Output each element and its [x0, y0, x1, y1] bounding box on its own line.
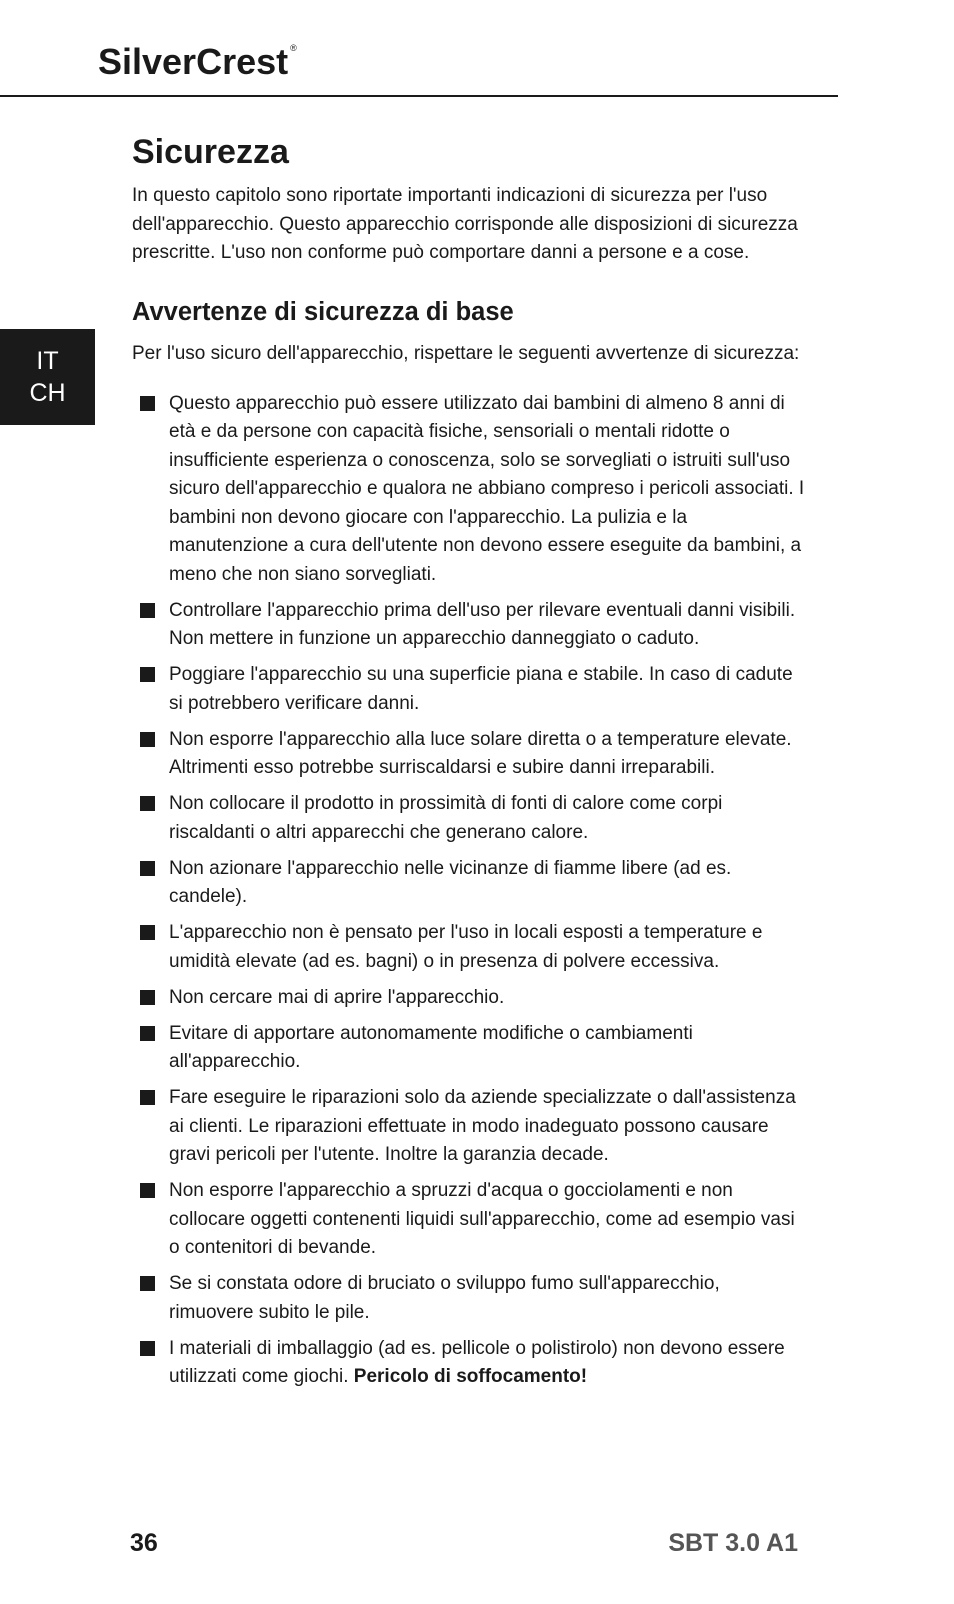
square-bullet-icon — [140, 796, 155, 811]
model-name: SBT 3.0 A1 — [668, 1529, 798, 1557]
safety-rule-item — [132, 790, 807, 847]
safety-rule-text: I materiali di imballaggio (ad es. pellicole o polistirolo) non devono essere utilizzati come giochi. — [169, 1337, 785, 1388]
safety-rule-text: Non azionare l'apparecchio nelle vicinanze di fiamme libere (ad es. candele). — [169, 857, 732, 908]
language-code-it: IT — [36, 347, 59, 375]
language-code-ch: CH — [29, 379, 66, 407]
square-bullet-icon — [140, 667, 155, 682]
brand-name: SilverCrest — [98, 41, 289, 82]
safety-rule-item — [132, 726, 807, 783]
square-bullet-icon — [140, 1183, 155, 1198]
safety-rule-item — [132, 919, 807, 976]
safety-rule-text: Poggiare l'apparecchio su una superficie piana e stabile. In caso di cadute si potrebbero verificare danni. — [169, 664, 793, 714]
safety-rule-item — [132, 984, 807, 1013]
safety-rule-text: Evitare di apportare autonomamente modifiche o cambiamenti all'apparecchio. — [169, 1022, 693, 1073]
square-bullet-icon — [140, 732, 155, 747]
safety-rule-item — [132, 1084, 807, 1170]
safety-rule-text: Non collocare il prodotto in prossimità di fonti di calore come corpi riscaldanti o altri apparecchi che generano calore. — [169, 793, 723, 843]
safety-rule-item — [132, 1177, 807, 1263]
safety-rule-item — [132, 1270, 807, 1327]
safety-rule-item — [132, 855, 807, 912]
page-content — [132, 128, 807, 1399]
brand-logo — [98, 41, 297, 82]
language-tab — [0, 329, 95, 425]
safety-rule-item — [132, 1335, 807, 1392]
safety-rule-text: Non esporre l'apparecchio a spruzzi d'acqua o gocciolamenti e non collocare oggetti contenenti liquidi sull'apparecchio, come ad esempio vasi o contenitori di bevande. — [169, 1180, 795, 1259]
square-bullet-icon — [140, 861, 155, 876]
square-bullet-icon — [140, 1090, 155, 1105]
safety-rule-text: L'apparecchio non è pensato per l'uso in locali esposti a temperature e umidità elevate (ad es. bagni) o in presenza di polvere eccessiva. — [169, 922, 763, 972]
safety-rule-text: Se si constata odore di bruciato o sviluppo fumo sull'apparecchio, rimuovere subito le pile. — [169, 1273, 720, 1323]
safety-rule-text: Non esporre l'apparecchio alla luce solare diretta o a temperature elevate. Altrimenti esso potrebbe surriscaldarsi e subire danni irreparabili. — [169, 728, 792, 779]
safety-rule-text: Fare eseguire le riparazioni solo da aziende specializzate o dall'assistenza ai clienti. Le riparazioni effettuate in modo inadeguato possono causare gravi pericoli per l'utente. Inoltre la garanzia decade. — [169, 1087, 796, 1166]
square-bullet-icon — [140, 925, 155, 940]
safety-rule-text: Controllare l'apparecchio prima dell'uso per rilevare eventuali danni visibili. Non mettere in funzione un apparecchio danneggiato o caduto. — [169, 599, 796, 650]
safety-rule-item — [132, 597, 807, 654]
registered-mark: ® — [290, 43, 297, 53]
square-bullet-icon — [140, 990, 155, 1005]
square-bullet-icon — [140, 1276, 155, 1291]
subsection-lead: Per l'uso sicuro dell'apparecchio, rispettare le seguenti avvertenze di sicurezza: — [132, 343, 800, 365]
header-divider — [0, 95, 838, 97]
subsection-title: Avvertenze di sicurezza di base — [132, 298, 514, 327]
page-number: 36 — [130, 1529, 158, 1557]
safety-rules-list — [132, 390, 807, 1392]
safety-rule-item — [132, 1020, 807, 1077]
square-bullet-icon — [140, 1341, 155, 1356]
safety-rule-text: Questo apparecchio può essere utilizzato dai bambini di almeno 8 anni di età e da persone con capacità fisiche, sensoriali o mentali ridotte o insufficiente esperienza o conoscenza, solo se sorvegliati o istruiti sull'uso sicuro dell'apparecchio e qualora ne abbiano compreso i pericoli associati. I bambini non devono giocare con l'apparecchio. La pulizia e la manutenzione a cura dell'utente non devono essere eseguite da bambini, a meno che non siano sorvegliati. — [169, 392, 805, 585]
section-intro: In questo capitolo sono riportate importanti indicazioni di sicurezza per l'uso dell'apparecchio. Questo apparecchio corrisponde alle disposizioni di sicurezza prescritte. L'uso non conforme può comportare danni a persone e a cose. — [132, 185, 798, 264]
square-bullet-icon — [140, 1026, 155, 1041]
safety-rule-text: Non cercare mai di aprire l'apparecchio. — [169, 986, 505, 1008]
square-bullet-icon — [140, 396, 155, 411]
square-bullet-icon — [140, 603, 155, 618]
safety-rule-item — [132, 390, 807, 590]
safety-rule-item — [132, 661, 807, 718]
section-title: Sicurezza — [132, 133, 289, 171]
safety-rule-emphasis: Pericolo di soffocamento! — [353, 1366, 588, 1388]
